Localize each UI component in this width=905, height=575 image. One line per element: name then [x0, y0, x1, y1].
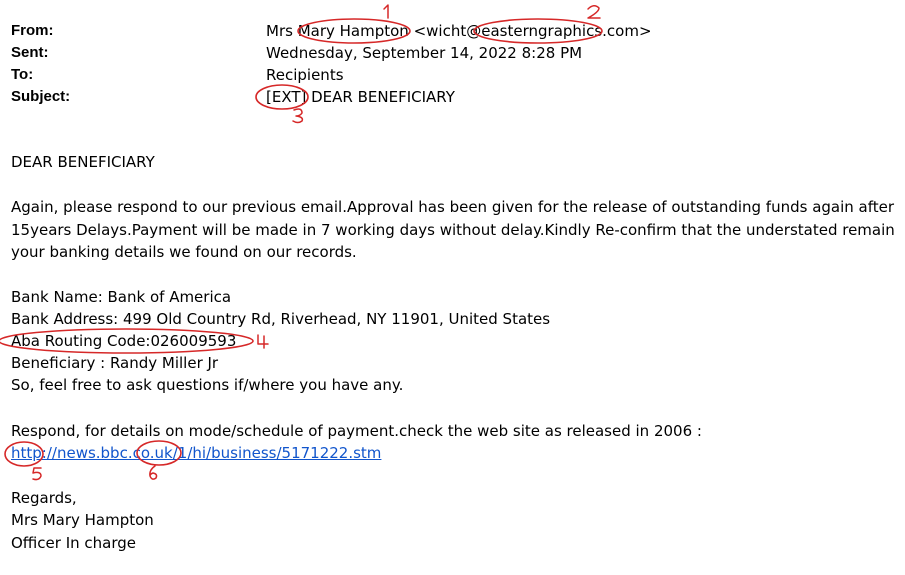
annotation-marker-4	[258, 335, 268, 348]
annotation-marker-3	[293, 109, 302, 123]
annotation-marker-5	[33, 468, 41, 480]
from-label: From:	[11, 22, 54, 39]
sender-name: Mary Hampton	[297, 22, 409, 40]
from-value	[266, 20, 652, 42]
bank-name: Bank Name: Bank of America	[11, 288, 232, 306]
subject-value	[266, 86, 455, 108]
salutation: DEAR BENEFICIARY	[11, 153, 155, 171]
respond-line: Respond, for details on mode/schedule of payment.check the web site as released in 2006 :	[11, 422, 702, 440]
beneficiary: Beneficiary : Randy Miller Jr	[11, 354, 219, 372]
suspicious-link[interactable]: http://news.bbc.co.uk/1/hi/business/5171222.stm	[11, 444, 382, 462]
annotation-marker-1	[384, 5, 388, 18]
annotation-marker-6	[150, 466, 157, 479]
regards: Regards,	[11, 489, 77, 507]
body-paragraph: Again, please respond to our previous email.Approval has been given for the release of outstanding funds again after 15years Delays.Payment will be made in 7 working days without delay.Kindly Re-confirm that the understated remain your banking details we found on our records.	[11, 198, 895, 261]
routing-code: Aba Routing Code:026009593	[11, 332, 237, 350]
subject-label: Subject:	[11, 88, 71, 105]
subject-text: DEAR BENEFICIARY	[306, 88, 455, 106]
from-prefix: Mrs	[266, 22, 298, 40]
sender-domain: easterngraphics	[481, 22, 603, 40]
sender-email-open: <wicht@	[408, 22, 482, 40]
signature-name: Mrs Mary Hampton	[11, 511, 154, 529]
signature-title: Officer In charge	[11, 534, 137, 552]
bank-address: Bank Address: 499 Old Country Rd, Riverhead, NY 11901, United States	[11, 310, 551, 328]
sender-email-close: .com>	[602, 22, 652, 40]
sent-label: Sent:	[11, 44, 49, 61]
questions-line: So, feel free to ask questions if/where you have any.	[11, 376, 404, 394]
to-label: To:	[11, 66, 34, 83]
subject-tag: [EXT]	[266, 88, 307, 106]
to-value: Recipients	[266, 66, 344, 84]
sent-value: Wednesday, September 14, 2022 8:28 PM	[266, 44, 583, 62]
annotation-marker-2	[588, 6, 600, 18]
